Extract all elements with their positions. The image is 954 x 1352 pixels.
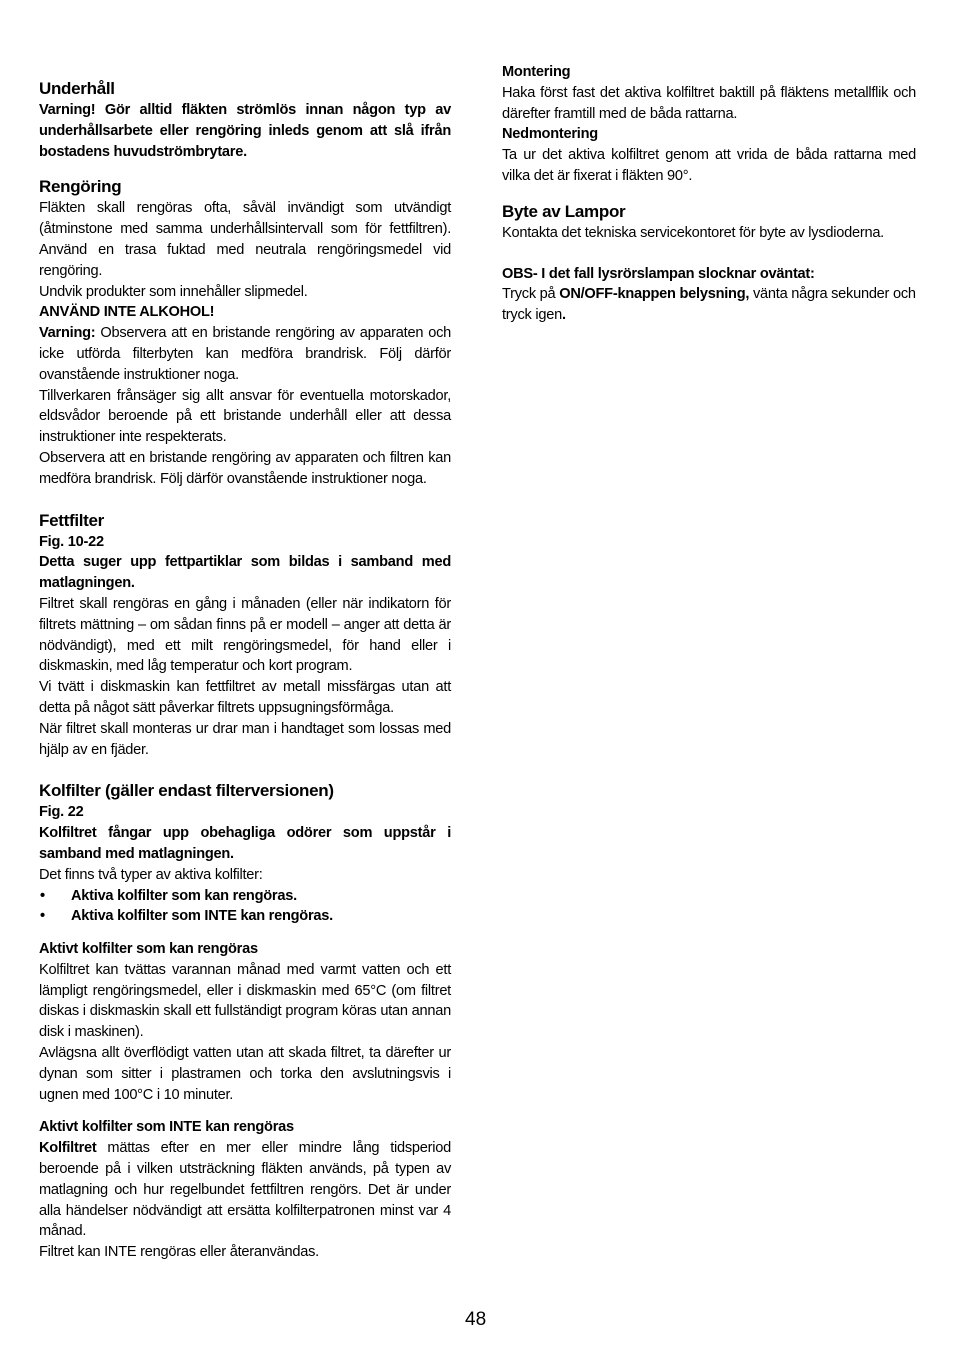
section-heading-fettfilter: Fettfilter — [39, 510, 105, 530]
grease-filter-paragraph-2: Vi tvätt i diskmaskin kan fettfiltret av metall missfärgas utan att detta på något sätt påverkar filtrets uppsugningsförmåga. — [39, 679, 451, 716]
obs-text-end: . — [561, 307, 566, 324]
section-heading-lampor: Byte av Lampor — [502, 201, 626, 221]
non-washable-carbon-filter-text: mättas efter en mer eller mindre lång tidsperiod beroende på i vilken utsträckning fläkten används, på typen av matlagning och hur regelbundet fettfiltren rengörs. Det är under alla händelser nödvändigt att ersätta kolfilterpatronen minst var 4 månad. — [39, 1140, 451, 1240]
cleaning-warning-label: Varning: — [39, 325, 96, 342]
non-washable-carbon-filter-paragraph-1 — [39, 1138, 451, 1242]
carbon-filter-fig-ref: Fig. 22 — [39, 804, 84, 821]
obs-text-post: vänta några sekunder och tryck igen — [502, 286, 916, 324]
washable-carbon-filter-paragraph-1: Kolfiltret kan tvättas varannan månad med varmt vatten och ett lämpligt rengöringsmedel, eller i diskmaskin med 65°C (om filtret diskas i diskmaskin skall ett fullständigt program köras utan annan disk i maskinen). — [39, 961, 451, 1041]
right-column — [502, 62, 916, 326]
section-heading-kolfilter: Kolfilter (gäller endast filterversionen) — [39, 781, 334, 801]
carbon-filter-types-intro: Det finns två typer av aktiva kolfilter: — [39, 866, 263, 883]
maintenance-warning: Varning! Gör alltid fläkten strömlös innan någon typ av underhållsarbete eller rengöring inleds genom att slå ifrån bostadens huvudströmbrytare. — [39, 102, 451, 160]
subheading-washable-carbon-filter: Aktivt kolfilter som kan rengöras — [39, 941, 258, 958]
lamp-replacement-text: Kontakta det tekniska servicekontoret för byte av lysdioderna. — [502, 224, 884, 241]
carbon-filter-bold-word: Kolfiltret — [39, 1140, 97, 1157]
cleaning-warning-text: Observera att en bristande rengöring av apparaten och icke utförda filterbyten kan medföra brandrisk. Följ därför ovanstående instruktioner noga. — [39, 325, 451, 383]
grease-filter-paragraph-1: Filtret skall rengöras en gång i månaden (eller när indikatorn för filtrets mättning – om sådan finns på er modell – anger att detta är nödvändigt), med ett milt rengöringsmedel, för hand eller i diskmaskin, med låg temperatur och kort program. — [39, 595, 451, 675]
non-washable-carbon-filter-paragraph-2: Filtret kan INTE rengöras eller återanvändas. — [39, 1244, 319, 1261]
list-item: • Aktiva kolfilter som kan rengöras. — [39, 886, 451, 907]
no-alcohol-notice: ANVÄND INTE ALKOHOL! — [39, 304, 215, 321]
cleaning-paragraph-3: Tillverkaren frånsäger sig allt ansvar för eventuella motorskador, eldsvådor beroende på ett bristande underhåll eller att dessa instruktioner inte respekterats. — [39, 387, 451, 446]
cleaning-paragraph-4: Observera att en bristande rengöring av apparaten och filtren kan medföra brandrisk. Följ därför ovanstående instruktioner noga. — [39, 449, 451, 487]
on-off-button-reference: ON/OFF-knappen belysning, — [559, 286, 750, 303]
carbon-filter-intro: Kolfiltret fångar upp obehagliga odörer som uppstår i samband med matlagningen. — [39, 825, 451, 862]
subheading-obs: OBS- I det fall lysrörslampan slocknar oväntat: — [502, 265, 815, 282]
cleaning-warning — [39, 323, 451, 385]
obs-text-pre: Tryck på — [502, 286, 560, 303]
grease-filter-fig-ref: Fig. 10-22 — [39, 533, 104, 550]
grease-filter-paragraph-3: När filtret skall monteras ur drar man i handtaget som lossas med hjälp av en fjäder. — [39, 720, 451, 758]
list-item: • Aktiva kolfilter som INTE kan rengöras. — [39, 906, 451, 927]
left-column — [39, 78, 451, 1263]
mounting-text: Haka först fast det aktiva kolfiltret baktill på fläktens metallflik och därefter framtill med de båda rattarna. — [502, 84, 916, 122]
subheading-nedmontering: Nedmontering — [502, 126, 598, 143]
carbon-filter-types-list — [39, 886, 451, 928]
dismounting-text: Ta ur det aktiva kolfiltret genom att vrida de båda rattarna med vilka det är fixerat i fläkten 90°. — [502, 147, 916, 184]
subheading-non-washable-carbon-filter: Aktivt kolfilter som INTE kan rengöras — [39, 1119, 294, 1136]
cleaning-paragraph-2: Undvik produkter som innehåller slipmedel. — [39, 283, 308, 300]
section-heading-underhall: Underhåll — [39, 79, 115, 98]
washable-carbon-filter-paragraph-2: Avlägsna allt överflödigt vatten utan att skada filtret, ta därefter ur dynan som sitter i plastramen och torka den avslutningsvis i ugnen med 100°C i 10 minuter. — [39, 1045, 451, 1103]
subheading-montering: Montering — [502, 64, 571, 80]
grease-filter-intro: Detta suger upp fettpartiklar som bildas i samband med matlagningen. — [39, 554, 451, 592]
obs-text — [502, 284, 916, 326]
page-number: 48 — [465, 1309, 487, 1330]
section-heading-rengoring: Rengöring — [39, 177, 122, 197]
cleaning-paragraph-1: Fläkten skall rengöras ofta, såväl invändigt som utvändigt (åtminstone med samma underhållsintervall som för fettfiltren). Använd en trasa fuktad med neutrala rengöringsmedel vid rengöring. — [39, 200, 451, 279]
